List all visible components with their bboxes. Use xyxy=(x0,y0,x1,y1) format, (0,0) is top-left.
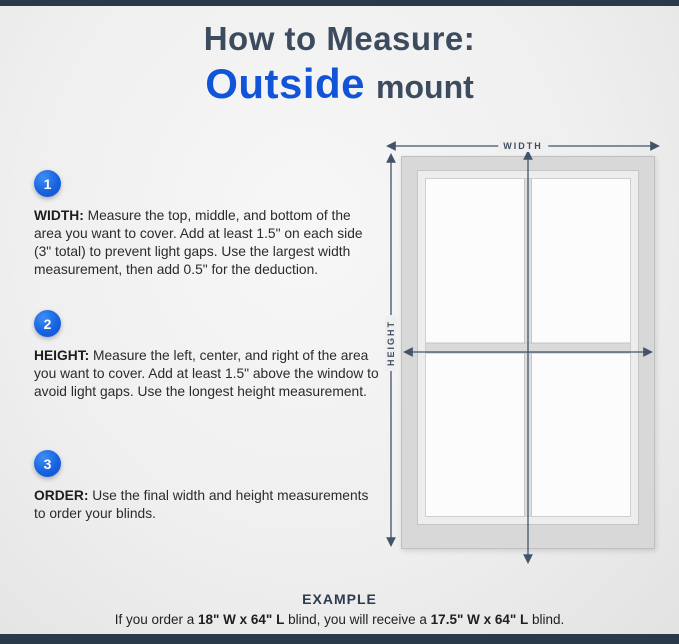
step-description xyxy=(34,207,382,279)
page-subtitle xyxy=(0,60,679,108)
step-description xyxy=(34,487,382,523)
step-body-text: Measure the top, middle, and bottom of the area you want to cover. Add at least 1.5" on each side (3" total) to prevent light gaps. Use the largest width measurement, then add 0.5" for the deduction. xyxy=(34,208,363,277)
step-label: WIDTH: xyxy=(34,208,84,223)
window-measurement-diagram xyxy=(378,133,674,581)
page-title: How to Measure: xyxy=(203,20,476,57)
step-label: HEIGHT: xyxy=(34,348,90,363)
measurement-arrows xyxy=(378,133,674,581)
example-ordered-size: 18" W x 64" L xyxy=(198,612,285,627)
step-height xyxy=(34,310,382,401)
step-body-text: Use the final width and height measurements to order your blinds. xyxy=(34,488,369,521)
example-mid: blind, you will receive a xyxy=(284,612,431,627)
example-received-size: 17.5" W x 64" L xyxy=(430,612,529,627)
example-heading: EXAMPLE xyxy=(302,591,377,607)
step-number-badge: 2 xyxy=(34,310,61,337)
step-label: ORDER: xyxy=(34,488,89,503)
example-section xyxy=(0,591,679,627)
step-description xyxy=(34,347,382,401)
page-header xyxy=(0,20,679,108)
step-order xyxy=(34,450,382,523)
step-width xyxy=(34,170,382,279)
mount-suffix-text: mount xyxy=(376,69,474,105)
step-body-text: Measure the left, center, and right of the area you want to cover. Add at least 1.5" above the window to avoid light gaps. Use the longest height measurement. xyxy=(34,348,379,399)
example-prefix: If you order a xyxy=(114,612,198,627)
step-number-badge: 1 xyxy=(34,170,61,197)
example-suffix: blind. xyxy=(528,612,565,627)
width-arrow-label: WIDTH xyxy=(498,140,548,152)
bottom-border-bar xyxy=(0,634,679,644)
top-border-bar xyxy=(0,0,679,6)
example-text xyxy=(0,612,679,627)
height-arrow-label: HEIGHT xyxy=(385,315,397,371)
mount-type-text: Outside xyxy=(205,60,366,107)
step-number-badge: 3 xyxy=(34,450,61,477)
